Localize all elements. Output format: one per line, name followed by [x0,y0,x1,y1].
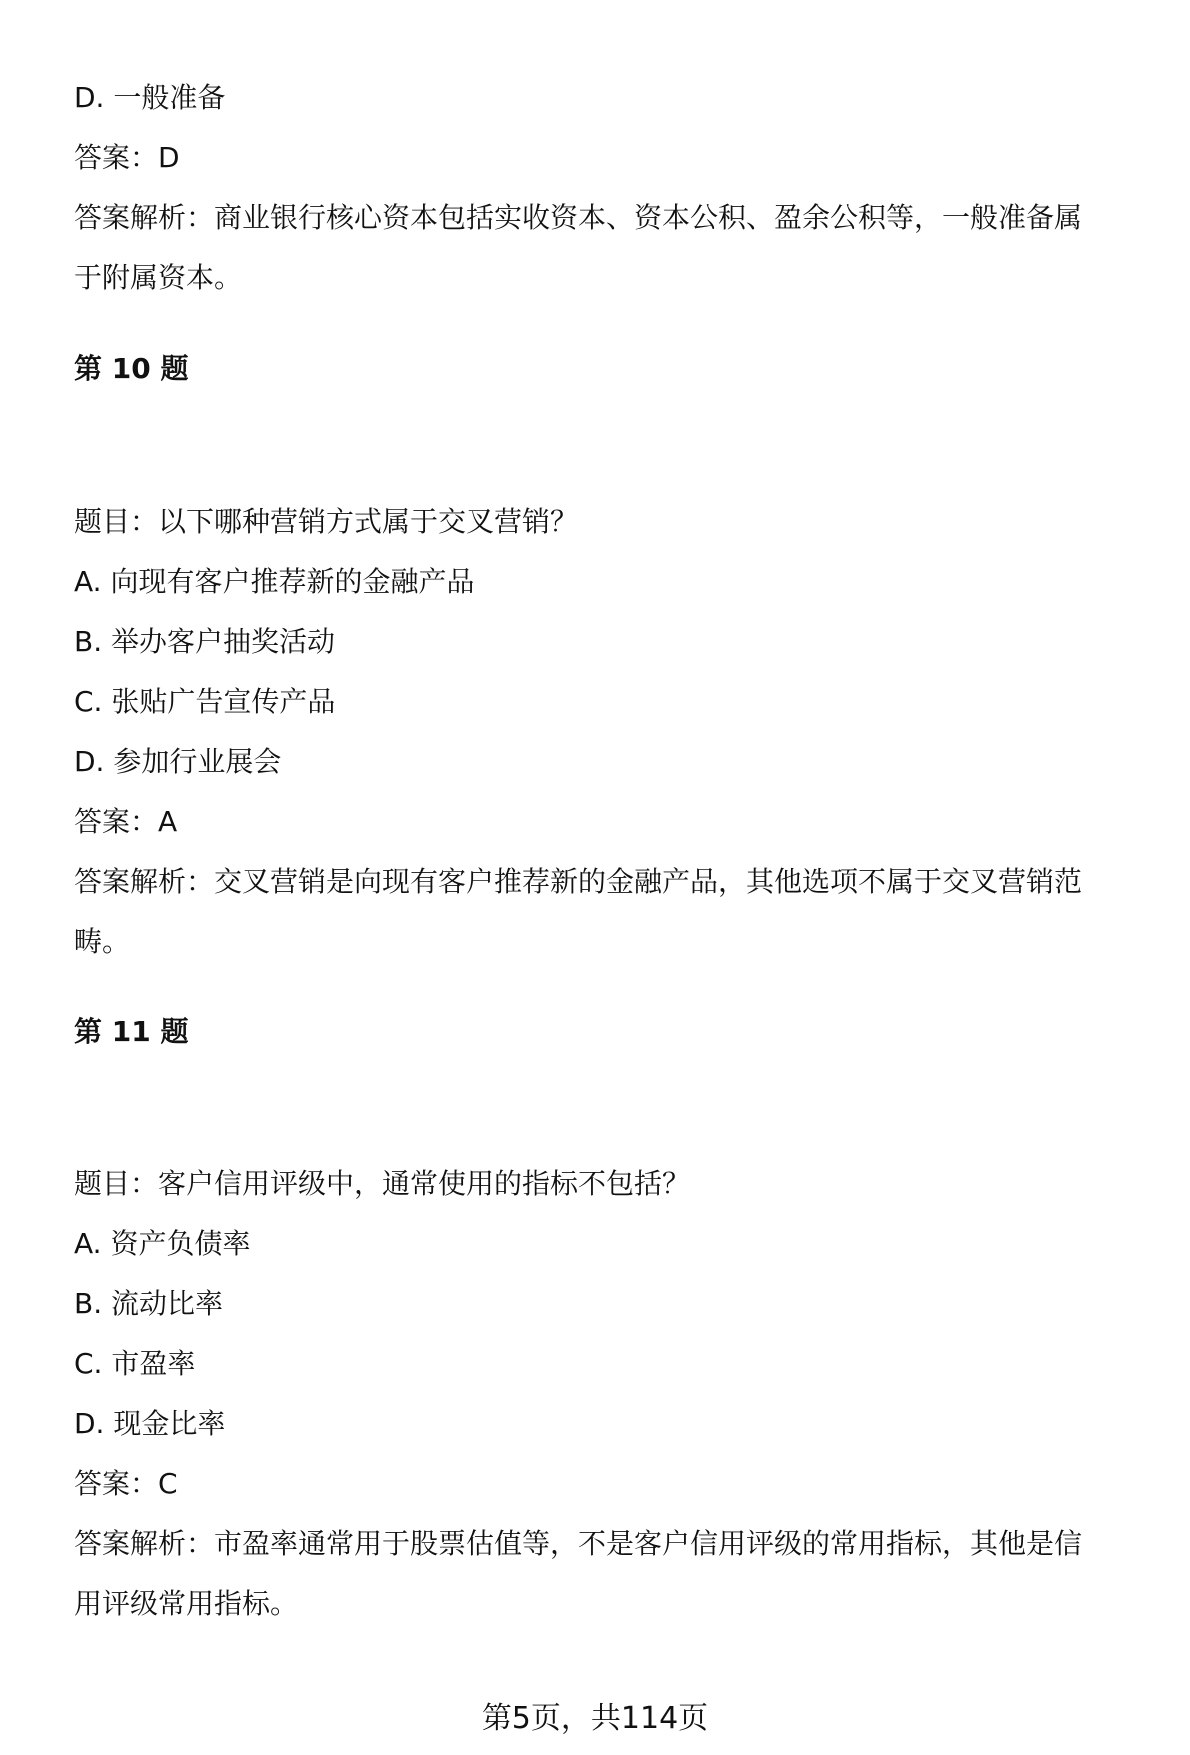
option-b: B. 举办客户抽奖活动 [74,625,336,658]
page-number: 第5页，共114页 [481,1701,709,1736]
option-c: C. 张贴广告宣传产品 [74,685,336,718]
option-d: D. 参加行业展会 [74,745,282,778]
answer: 答案：D [74,141,180,174]
option-b: B. 流动比率 [74,1287,224,1320]
answer-explanation-continued: 用评级常用指标。 [74,1587,299,1620]
option-c: C. 市盈率 [74,1347,196,1380]
answer-explanation: 答案解析：商业银行核心资本包括实收资本、资本公积、盈余公积等，一般准备属 [74,201,1083,234]
answer: 答案：C [74,1467,178,1500]
option-a: A. 向现有客户推荐新的金融产品 [74,565,475,598]
question-heading: 第 10 题 [74,352,189,385]
answer-explanation-continued: 畴。 [74,925,131,958]
answer-explanation: 答案解析：市盈率通常用于股票估值等，不是客户信用评级的常用指标，其他是信 [74,1527,1083,1560]
question-text: 题目：客户信用评级中，通常使用的指标不包括？ [74,1167,691,1200]
option-d: D. 一般准备 [74,81,226,114]
answer-explanation: 答案解析：交叉营销是向现有客户推荐新的金融产品，其他选项不属于交叉营销范 [74,865,1083,898]
option-a: A. 资产负债率 [74,1227,251,1260]
answer-explanation-continued: 于附属资本。 [74,261,243,294]
option-d: D. 现金比率 [74,1407,226,1440]
question-text: 题目：以下哪种营销方式属于交叉营销？ [74,505,579,538]
question-heading: 第 11 题 [74,1015,189,1048]
answer: 答案：A [74,805,178,838]
